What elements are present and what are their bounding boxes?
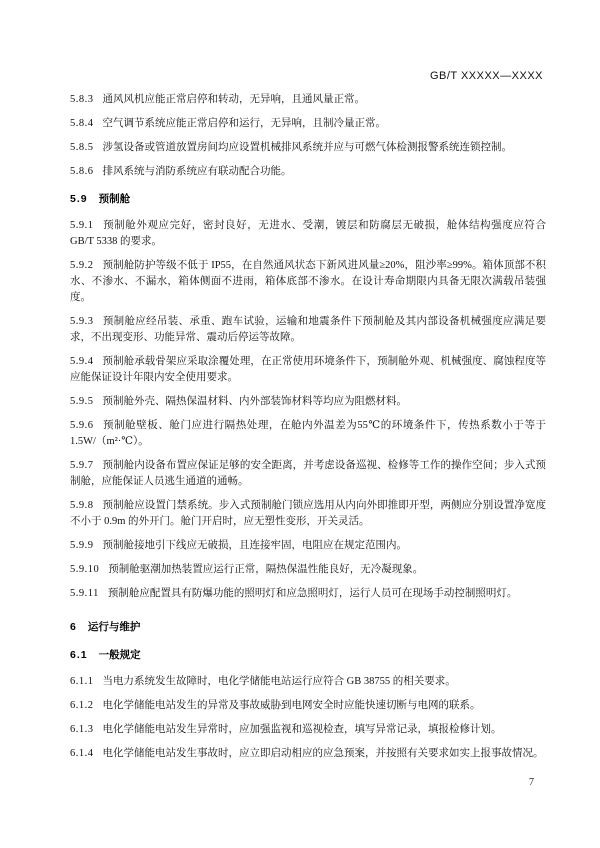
clause-paragraph: [70, 722, 546, 738]
clause-number: 5.9.5: [70, 396, 94, 407]
clause-text: 电化学储能电站发生异常时，应加强监视和巡视检查，填写异常记录，填报检修计划。: [102, 724, 502, 735]
clause-number: 5.9: [70, 193, 88, 205]
clause-number: 6: [70, 621, 77, 633]
clause-number: 5.9.7: [70, 460, 94, 471]
clause-paragraph: [70, 746, 546, 762]
clause-number: 5.9.10: [70, 564, 100, 575]
document-body: [70, 92, 546, 770]
clause-paragraph: [70, 164, 546, 180]
section-heading-text: 预制舱: [98, 193, 131, 205]
page-number: 7: [529, 777, 534, 788]
clause-paragraph: [70, 418, 546, 450]
clause-number: 5.9.9: [70, 540, 94, 551]
clause-paragraph: [70, 116, 546, 132]
clause-number: 5.8.5: [70, 142, 94, 153]
clause-text: 预制舱壁板、舱门应进行隔热处理，在舱内外温差为55℃的环境条件下，传热系数小于等于 1.5W/（m²·℃）。: [70, 420, 546, 447]
clause-text: 预制舱接地引下线应无破损，且连接牢固，电阻应在规定范围内。: [102, 540, 407, 551]
clause-paragraph: [70, 258, 546, 306]
clause-number: 5.9.8: [70, 500, 94, 511]
clause-text: 预制舱应配置具有防爆功能的照明灯和应急照明灯，运行人员可在现场手动控制照明灯。: [107, 588, 518, 599]
clause-paragraph: [70, 674, 546, 690]
clause-paragraph: [70, 92, 546, 108]
clause-paragraph: [70, 538, 546, 554]
section-heading: [70, 647, 546, 663]
running-head-standard-code: GB/T XXXXX—XXXX: [429, 70, 543, 82]
clause-number: 5.9.3: [70, 316, 94, 327]
clause-paragraph: [70, 394, 546, 410]
clause-text: 电化学储能电站发生事故时，应立即启动相应的应急预案，并按照有关要求如实上报事故情况。: [102, 748, 544, 759]
section-heading: [70, 619, 546, 635]
clause-paragraph: [70, 586, 546, 602]
clause-text: 预制舱外壳、隔热保温材料、内外部装饰材料等均应为阻燃材料。: [102, 396, 407, 407]
clause-text: 通风风机应能正常启停和转动，无异响，且通风量正常。: [102, 94, 365, 105]
clause-number: 5.8.6: [70, 166, 94, 177]
clause-paragraph: [70, 314, 546, 346]
clause-number: 5.8.3: [70, 94, 94, 105]
clause-number: 5.9.2: [70, 260, 94, 271]
clause-text: 涉氢设备或管道放置房间均应设置机械排风系统并应与可燃气体检测报警系统连锁控制。: [102, 142, 512, 153]
clause-number: 5.9.11: [70, 588, 99, 599]
section-heading-text: 一般规定: [98, 649, 141, 661]
clause-text: 预制舱应设置门禁系统。步入式预制舱门锁应选用从内向外即推即开型，两侧应分别设置净宽度不小于 0.9m 的外开门。舱门开启时，应无塑性变形，开关灵活。: [70, 500, 546, 527]
section-heading: [70, 191, 546, 207]
clause-number: 6.1: [70, 649, 88, 661]
clause-number: 6.1.4: [70, 748, 94, 759]
clause-text: 当电力系统发生故障时，电化学储能电站运行应符合 GB 38755 的相关要求。: [102, 676, 456, 687]
clause-number: 5.9.6: [70, 420, 94, 431]
clause-number: 6.1.2: [70, 700, 94, 711]
clause-number: 6.1.1: [70, 676, 94, 687]
clause-paragraph: [70, 140, 546, 156]
clause-paragraph: [70, 354, 546, 386]
clause-text: 电化学储能电站发生的异常及事故威胁到电网安全时应能快速切断与电网的联系。: [102, 700, 481, 711]
clause-text: 预制舱防护等级不低于 IP55，在自然通风状态下新风进风量≥20%，阻沙率≥99%。箱体顶部不积水、不渗水、不漏水，箱体侧面不进雨，箱体底部不渗水。在设计寿命期限内具备无限次满载吊装强度。: [70, 260, 546, 303]
clause-text: 空气调节系统应能正常启停和运行，无异响，且制冷量正常。: [102, 118, 386, 129]
clause-text: 排风系统与消防系统应有联动配合功能。: [102, 166, 292, 177]
clause-text: 预制舱内设备布置应保证足够的安全距离，并考虑设备巡视、检修等工作的操作空间；步入式预制舱，应能保证人员逃生通道的通畅。: [70, 460, 546, 487]
clause-text: 预制舱承载骨架应采取涂覆处理，在正常使用环境条件下，预制舱外观、机械强度、腐蚀程度等应能保证设计年限内安全使用要求。: [70, 356, 546, 383]
clause-paragraph: [70, 458, 546, 490]
clause-number: 5.8.4: [70, 118, 94, 129]
clause-text: 预制舱外观应完好，密封良好，无进水、受潮，镀层和防腐层无破损，舱体结构强度应符合 GB/T 5338 的要求。: [70, 220, 546, 247]
clause-text: 预制舱应经吊装、承重、跑车试验，运输和地震条件下预制舱及其内部设备机械强度应满足要求，不出现变形、功能异常、震动后停运等故障。: [70, 316, 546, 343]
clause-number: 5.9.4: [70, 356, 94, 367]
clause-number: 5.9.1: [70, 220, 94, 231]
clause-paragraph: [70, 218, 546, 250]
clause-number: 6.1.3: [70, 724, 94, 735]
clause-paragraph: [70, 698, 546, 714]
clause-text: 预制舱驱潮加热装置应运行正常，隔热保温性能良好，无冷凝现象。: [108, 564, 424, 575]
section-heading-text: 运行与维护: [87, 621, 141, 633]
clause-paragraph: [70, 498, 546, 530]
clause-paragraph: [70, 562, 546, 578]
